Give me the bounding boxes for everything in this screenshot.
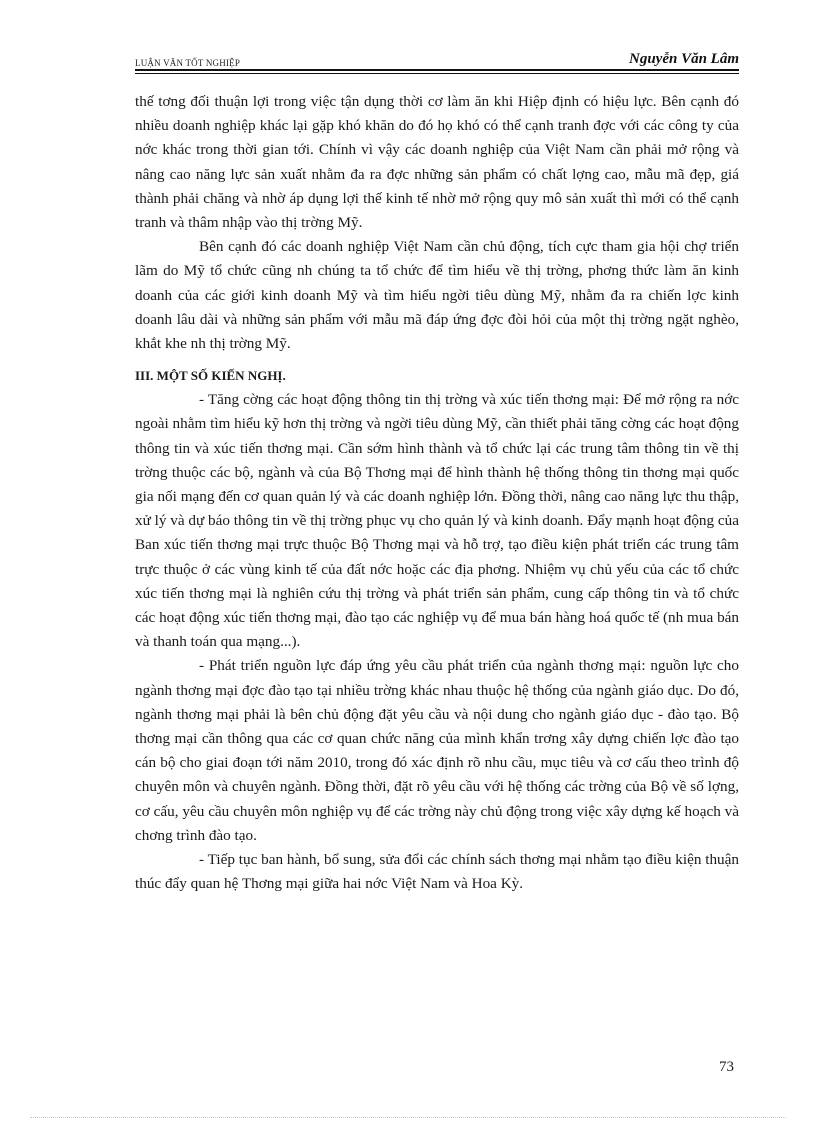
bottom-dotted-rule — [30, 1117, 786, 1118]
section-heading: III. MỘT SỐ KIẾN NGHỊ. — [135, 368, 286, 384]
header-rule-thick — [135, 69, 739, 71]
thesis-label: LUẬN VĂN TỐT NGHIỆP — [135, 58, 241, 68]
recommendation-human-resources: - Phát triển nguồn lực đáp ứng yêu cầu phát triển của ngành thơng mại: nguồn lực cho ngành thơng mại đợc đào tạo tại nhiều trờng khác nhau thuộc hệ thống của ngành giáo dục. Do đó, ngành thơng mại phải là bên chủ động đặt yêu cầu và nội dung cho ngành giáo dục - đào tạo. Bộ thơng mại cần thông qua các cơ quan chức năng của mình khẩn trơng xây dựng chiến lợc đào tạo cán bộ cho giai đoạn tới năm 2010, trong đó xác định rõ nhu cầu, mục tiêu và cơ cấu theo trình độ chuyên môn và chuyên ngành. Đồng thời, đặt rõ yêu cầu với hệ thống các trờng của Bộ về số lợng, cơ cấu, yêu cầu chuyên môn nghiệp vụ để các trờng này chủ động trong việc xây dựng kế hoạch và chơng trình đào tạo. — [135, 657, 739, 844]
page-number: 73 — [719, 1059, 734, 1075]
recommendation-market-info: - Tăng cờng các hoạt động thông tin thị trờng và xúc tiến thơng mại: Để mở rộng ra nớc ngoài nhằm tìm hiểu kỹ hơn thị trờng và ngời tiêu dùng Mỹ, cần thiết phải tăng cờng các hoạt động thông tin và xúc tiến thơng mại. Cần sớm hình thành và tổ chức lại các trung tâm thông tin về thị trờng thuộc các bộ, ngành và của Bộ Thơng mại để hình thành hệ thống thông tin thơng mại quốc gia nối mạng đến cơ quan quản lý và các doanh nghiệp lớn. Đồng thời, nâng cao năng lực thu thập, xử lý và dự báo thông tin về thị trờng phục vụ cho quản lý và kinh doanh. Đẩy mạnh hoạt động của Ban xúc tiến thơng mại trực thuộc Bộ Thơng mại và hỗ trợ, tạo điều kiện phát triển các trung tâm trực thuộc ở các vùng kinh tế của đất nớc hoặc các địa phơng. Nhiệm vụ chủ yếu của các tổ chức xúc tiến thơng mại là nghiên cứu thị trờng và phát triển sản phẩm, cung cấp thông tin và tổ chức các hoạt động xúc tiến thơng mại, đào tạo các nghiệp vụ để mua bán hàng hoá quốc tế (nh mua bán và thanh toán qua mạng...). — [135, 391, 739, 651]
header-rule-thin — [135, 73, 739, 74]
recommendation-policies: - Tiếp tục ban hành, bổ sung, sửa đổi các chính sách thơng mại nhằm tạo điều kiện thuận thúc đẩy quan hệ Thơng mại giữa hai nớc Việt Nam và Hoa Kỳ. — [135, 851, 739, 893]
author-name: Nguyễn Văn Lâm — [628, 51, 739, 67]
paragraph-trade-fairs: Bên cạnh đó các doanh nghiệp Việt Nam cần chủ động, tích cực tham gia hội chợ triển lãm do Mỹ tổ chức cũng nh chúng ta tổ chức để tìm hiểu về thị trờng, phơng thức làm ăn kinh doanh của các giới kinh doanh Mỹ và tìm hiểu ngời tiêu dùng Mỹ, nhằm đa ra chiến lợc kinh doanh lâu dài và những sản phẩm với mẫu mã đáp ứng đợc đòi hỏi của một thị trờng ngặt nghèo, khắt khe nh thị trờng Mỹ. — [135, 238, 739, 353]
paragraph-continuation: thế tơng đối thuận lợi trong việc tận dụng thời cơ làm ăn khi Hiệp định có hiệu lực. Bên cạnh đó nhiều doanh nghiệp khác lại gặp khó khăn do đó họ khó có thể cạnh tranh đợc với các công ty của nớc khác trong thời gian tới. Chính vì vậy các doanh nghiệp của Việt Nam cần phải mở rộng và nâng cao năng lực sản xuất nhằm đa ra đợc những sản phẩm có chất lợng cao, mẫu mã đẹp, giá thành phải chăng và nhờ áp dụng lợi thế kinh tế nhờ mở rộng quy mô sản xuất thì mới có thể cạnh tranh và thâm nhập vào thị trờng Mỹ. — [135, 93, 739, 232]
page-header — [135, 48, 739, 70]
body-text — [135, 90, 739, 897]
